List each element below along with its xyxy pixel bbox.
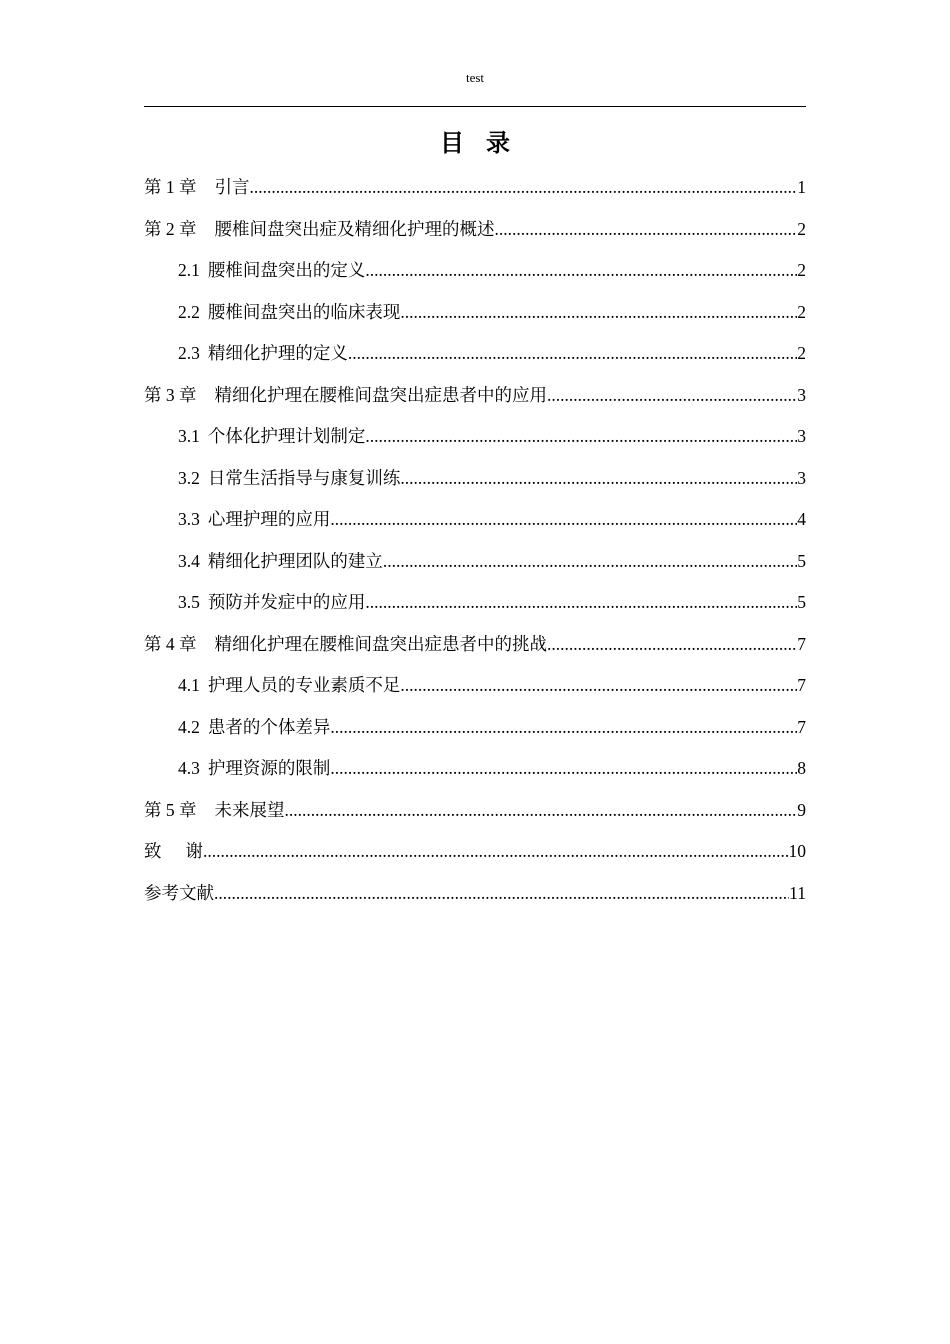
toc-entry-1[interactable] <box>144 167 806 209</box>
toc-entry-number: 3.1 <box>178 426 200 446</box>
toc-entry-title <box>144 831 203 873</box>
toc-entry-3-3[interactable] <box>144 499 806 541</box>
header-rule <box>144 106 806 107</box>
toc-dot-leader <box>383 541 797 583</box>
toc-dot-leader <box>330 748 797 790</box>
toc-entry-page: 3 <box>797 467 806 488</box>
toc-entry-title: 腰椎间盘突出的定义 <box>207 260 366 280</box>
toc-entry-number: 第 2 章 <box>144 218 197 239</box>
toc-list <box>144 167 806 914</box>
toc-entry-page: 7 <box>797 675 806 695</box>
toc-entry-number: 3.3 <box>178 509 200 529</box>
toc-entry-5[interactable] <box>144 790 806 832</box>
toc-entry-page: 3 <box>797 426 806 446</box>
toc-entry-title: 腰椎间盘突出症及精细化护理的概述 <box>214 218 495 239</box>
toc-entry-2[interactable] <box>144 209 806 251</box>
toc-dot-leader <box>400 292 797 334</box>
toc-dot-leader <box>330 499 797 541</box>
toc-entry-page: 1 <box>797 177 806 197</box>
toc-entry-title: 腰椎间盘突出的临床表现 <box>207 301 401 322</box>
toc-entry-3[interactable] <box>144 375 806 417</box>
toc-title <box>0 128 950 160</box>
toc-entry-number: 3.5 <box>178 592 200 612</box>
toc-entry-4-3[interactable] <box>144 748 806 790</box>
toc-dot-leader <box>348 333 797 375</box>
toc-entry-title: 护理资源的限制 <box>207 758 331 778</box>
toc-entry-acknowledgement[interactable] <box>144 831 806 873</box>
toc-entry-title: 参考文献 <box>144 882 214 903</box>
toc-title-part1: 目 <box>440 131 464 157</box>
toc-dot-leader <box>330 707 797 749</box>
toc-dot-leader <box>400 458 797 500</box>
toc-entry-number: 4.1 <box>178 675 200 695</box>
toc-entry-title: 心理护理的应用 <box>207 509 331 529</box>
toc-dot-leader <box>547 624 797 666</box>
toc-entry-number: 第 3 章 <box>144 384 197 405</box>
toc-entry-4[interactable] <box>144 624 806 666</box>
toc-entry-number: 3.2 <box>178 467 200 488</box>
toc-entry-number: 第 5 章 <box>144 799 197 820</box>
toc-dot-leader <box>495 209 798 251</box>
toc-entry-number: 2.2 <box>178 301 200 322</box>
toc-dot-leader <box>365 582 797 624</box>
toc-entry-page: 9 <box>797 799 806 820</box>
toc-dot-leader <box>250 167 798 209</box>
toc-entry-page: 2 <box>797 301 806 322</box>
toc-entry-3-2[interactable] <box>144 458 806 500</box>
toc-dot-leader <box>365 250 797 292</box>
toc-entry-2-3[interactable] <box>144 333 806 375</box>
toc-entry-page: 2 <box>797 260 806 280</box>
toc-entry-title: 个体化护理计划制定 <box>207 426 366 446</box>
toc-entry-title: 患者的个体差异 <box>207 716 331 737</box>
toc-entry-page: 11 <box>789 882 806 903</box>
toc-entry-4-1[interactable] <box>144 665 806 707</box>
toc-entry-number: 第 4 章 <box>144 633 197 654</box>
toc-entry-page: 2 <box>797 218 806 239</box>
toc-entry-number: 2.1 <box>178 260 200 280</box>
toc-entry-number: 4.2 <box>178 716 200 737</box>
toc-dot-leader <box>285 790 798 832</box>
toc-entry-number: 第 1 章 <box>144 177 197 197</box>
toc-dot-leader <box>547 375 797 417</box>
toc-entry-page: 4 <box>797 509 806 529</box>
toc-entry-page: 3 <box>797 384 806 405</box>
toc-entry-title: 精细化护理在腰椎间盘突出症患者中的应用 <box>214 384 547 405</box>
toc-entry-title: 日常生活指导与康复训练 <box>207 467 401 488</box>
toc-entry-title: 精细化护理在腰椎间盘突出症患者中的挑战 <box>214 633 547 654</box>
page-header: test <box>465 70 485 85</box>
ack-part1: 致 <box>144 841 162 861</box>
toc-entry-title: 未来展望 <box>214 799 285 820</box>
toc-entry-title: 预防并发症中的应用 <box>207 592 366 612</box>
toc-entry-page: 2 <box>797 343 806 363</box>
toc-entry-page: 7 <box>797 716 806 737</box>
toc-entry-2-1[interactable] <box>144 250 806 292</box>
toc-entry-3-1[interactable] <box>144 416 806 458</box>
toc-entry-number: 3.4 <box>178 550 200 571</box>
toc-entry-page: 5 <box>797 550 806 571</box>
toc-entry-references[interactable] <box>144 873 806 915</box>
toc-dot-leader <box>203 831 789 873</box>
toc-entry-2-2[interactable] <box>144 292 806 334</box>
toc-entry-page: 5 <box>797 592 806 612</box>
toc-entry-4-2[interactable] <box>144 707 806 749</box>
toc-dot-leader <box>365 416 797 458</box>
toc-entry-title: 引言 <box>214 177 250 197</box>
toc-entry-page: 10 <box>788 841 806 861</box>
toc-entry-3-5[interactable] <box>144 582 806 624</box>
toc-title-part2: 录 <box>486 131 510 157</box>
toc-dot-leader <box>400 665 797 707</box>
toc-entry-title: 精细化护理的定义 <box>207 343 348 363</box>
toc-entry-title: 护理人员的专业素质不足 <box>207 675 401 695</box>
toc-entry-number: 4.3 <box>178 758 200 778</box>
toc-entry-page: 8 <box>797 758 806 778</box>
ack-part2: 谢 <box>185 841 203 861</box>
toc-entry-3-4[interactable] <box>144 541 806 583</box>
toc-entry-page: 7 <box>797 633 806 654</box>
toc-entry-number: 2.3 <box>178 343 200 363</box>
toc-dot-leader <box>214 873 789 915</box>
toc-entry-title: 精细化护理团队的建立 <box>207 550 383 571</box>
